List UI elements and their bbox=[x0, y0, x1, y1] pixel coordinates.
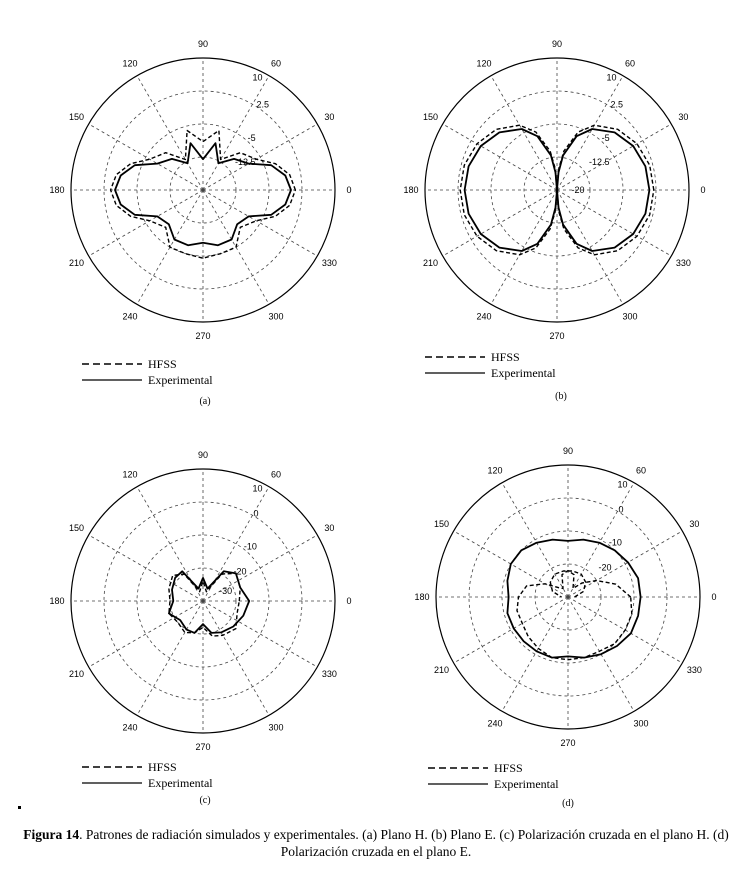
angle-label: 210 bbox=[69, 258, 85, 268]
legend-label-experimental: Experimental bbox=[148, 776, 213, 790]
grid-spoke bbox=[502, 597, 568, 711]
angle-label: 240 bbox=[122, 722, 138, 733]
angle-label: 270 bbox=[195, 742, 211, 752]
radial-label: 0 bbox=[618, 504, 624, 515]
legend-label-experimental: Experimental bbox=[491, 366, 556, 380]
angle-label: 0 bbox=[346, 185, 352, 195]
angle-label: 330 bbox=[686, 665, 702, 675]
grid-spoke bbox=[89, 190, 203, 256]
legend-label-hfss: HFSS bbox=[494, 761, 523, 775]
angle-label: 30 bbox=[324, 112, 335, 122]
angle-label: 180 bbox=[403, 185, 419, 195]
legend-label-experimental: Experimental bbox=[494, 777, 559, 791]
grid-spoke bbox=[89, 124, 203, 190]
angle-label: 270 bbox=[549, 331, 565, 341]
grid-spoke bbox=[557, 190, 671, 256]
angle-label: 150 bbox=[423, 112, 439, 122]
panel-sublabel: (d) bbox=[562, 798, 574, 809]
legend-label-experimental: Experimental bbox=[148, 373, 213, 387]
angle-label: 300 bbox=[268, 722, 284, 733]
angle-label: 120 bbox=[476, 58, 492, 69]
polar-panel-b bbox=[403, 39, 705, 402]
angle-label: 150 bbox=[434, 519, 450, 529]
series-line-experimental bbox=[115, 143, 291, 245]
angle-label: 0 bbox=[346, 596, 352, 606]
radial-label: -5 bbox=[601, 132, 610, 143]
angle-label: 180 bbox=[49, 596, 65, 606]
angle-label: 180 bbox=[414, 592, 430, 602]
stray-dot bbox=[18, 806, 21, 809]
angle-label: 90 bbox=[562, 446, 574, 456]
chart-legend bbox=[428, 761, 559, 791]
radial-label: -10 bbox=[243, 541, 257, 552]
grid-spoke bbox=[89, 535, 203, 601]
polar-panel-a bbox=[49, 39, 351, 407]
polar-panel-c bbox=[49, 450, 351, 806]
angle-label: 30 bbox=[324, 523, 335, 533]
angle-label: 90 bbox=[197, 39, 209, 49]
angle-label: 210 bbox=[434, 665, 450, 675]
angle-label: 210 bbox=[69, 669, 85, 679]
grid-spoke bbox=[203, 601, 317, 667]
angle-label: 60 bbox=[635, 465, 647, 476]
angle-label: 180 bbox=[49, 185, 65, 195]
grid-spoke bbox=[203, 190, 317, 256]
caption-label: Figura 14 bbox=[23, 827, 80, 842]
grid-spoke bbox=[203, 601, 269, 715]
angle-label: 300 bbox=[622, 311, 638, 322]
angle-label: 60 bbox=[624, 58, 636, 69]
radial-label: -30 bbox=[219, 585, 233, 596]
figure-caption bbox=[20, 826, 732, 860]
radial-label: -20 bbox=[598, 562, 612, 573]
angle-label: 0 bbox=[711, 592, 717, 602]
angle-label: 120 bbox=[122, 469, 138, 480]
angle-label: 60 bbox=[270, 58, 282, 69]
radial-label: 0 bbox=[253, 508, 259, 519]
angle-label: 270 bbox=[195, 331, 211, 341]
angle-label: 90 bbox=[551, 39, 563, 49]
angle-label: 150 bbox=[69, 112, 85, 122]
angle-label: 240 bbox=[487, 718, 503, 729]
angle-label: 90 bbox=[197, 450, 209, 460]
chart-legend bbox=[425, 350, 556, 380]
radial-label: -20 bbox=[233, 566, 247, 577]
angle-label: 300 bbox=[268, 311, 284, 322]
angle-label: 330 bbox=[675, 258, 691, 268]
angle-label: 240 bbox=[476, 311, 492, 322]
chart-legend bbox=[82, 357, 213, 387]
angle-label: 60 bbox=[270, 469, 282, 480]
panel-sublabel: (b) bbox=[555, 391, 567, 402]
radial-label: 10 bbox=[252, 72, 263, 83]
legend-label-hfss: HFSS bbox=[491, 350, 520, 364]
series-line-experimental bbox=[169, 571, 249, 633]
grid-spoke bbox=[454, 597, 568, 663]
angle-label: 30 bbox=[689, 519, 700, 529]
grid-spoke bbox=[203, 76, 269, 190]
angle-label: 240 bbox=[122, 311, 138, 322]
angle-label: 300 bbox=[633, 718, 649, 729]
radial-label: -10 bbox=[608, 537, 622, 548]
grid-spoke bbox=[137, 601, 203, 715]
angle-label: 270 bbox=[560, 738, 576, 748]
radial-label: -12.5 bbox=[235, 156, 256, 167]
angle-label: 120 bbox=[122, 58, 138, 69]
legend-label-hfss: HFSS bbox=[148, 357, 177, 371]
panel-sublabel: (c) bbox=[199, 795, 211, 806]
angle-label: 150 bbox=[69, 523, 85, 533]
angle-label: 0 bbox=[700, 185, 706, 195]
radial-label: 2.5 bbox=[256, 99, 270, 110]
panel-sublabel: (a) bbox=[199, 396, 211, 407]
radial-label: 10 bbox=[252, 483, 263, 494]
angle-label: 30 bbox=[678, 112, 689, 122]
legend-label-hfss: HFSS bbox=[148, 760, 177, 774]
chart-legend bbox=[82, 760, 213, 790]
grid-spoke bbox=[89, 601, 203, 667]
radial-label: 2.5 bbox=[610, 99, 624, 110]
grid-spoke bbox=[557, 124, 671, 190]
angle-label: 120 bbox=[487, 465, 503, 476]
series-line-experimental bbox=[507, 540, 640, 658]
polar-panel-d bbox=[414, 446, 716, 809]
angle-label: 330 bbox=[321, 669, 337, 679]
angle-label: 330 bbox=[321, 258, 337, 268]
radial-label: -5 bbox=[247, 132, 256, 143]
radial-label: 10 bbox=[617, 479, 628, 490]
radial-label: -12.5 bbox=[589, 156, 610, 167]
grid-spoke bbox=[443, 190, 557, 256]
radial-label: 10 bbox=[606, 72, 617, 83]
angle-label: 210 bbox=[423, 258, 439, 268]
radial-label: -20 bbox=[571, 185, 585, 195]
caption-text: . Patrones de radiación simulados y experimentales. (a) Plano H. (b) Plano E. (c) Polarización cruzada en el plano H. (d) Polarización cruzada en el plano E. bbox=[79, 827, 729, 859]
grid-spoke bbox=[137, 76, 203, 190]
